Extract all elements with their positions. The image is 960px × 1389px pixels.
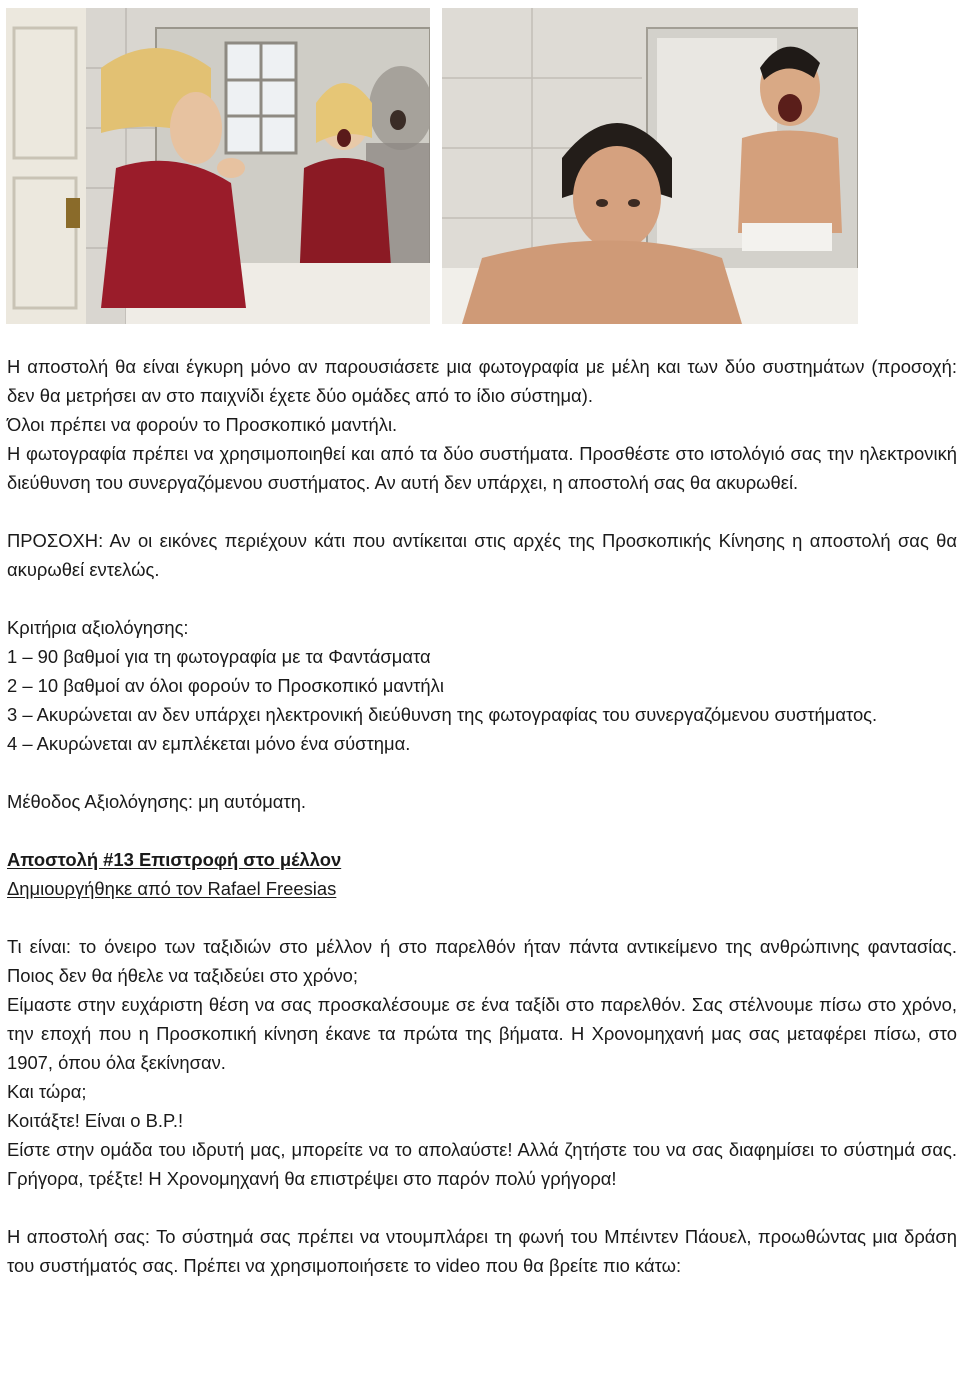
spacer [7,903,957,932]
criteria-item: 1 – 90 βαθμοί για τη φωτογραφία με τα Φαντάσματα [7,646,431,667]
spacer [7,1193,957,1222]
and-now-line: Και τώρα; [7,1081,87,1102]
spacer [7,758,957,787]
look-line: Κοιτάξτε! Είναι ο B.P.! [7,1110,184,1131]
spacer [7,497,957,526]
photo-strip [6,8,958,324]
scarf-paragraph: Όλοι πρέπει να φορούν το Προσκοπικό μαντήλι. [7,414,398,435]
validity-paragraph: Η αποστολή θα είναι έγκυρη μόνο αν παρουσιάσετε μια φωτογραφία με μέλη και των δύο συστημάτων (προσοχή: δεν θα μετρήσει αν στο παιχνίδι έχετε δύο ομάδες από το ίδιο σύστημα). [7,356,957,406]
spacer [7,816,957,845]
man-mirror-scream-photo [442,8,858,324]
your-mission-paragraph: Η αποστολή σας: Το σύστημά σας πρέπει να ντουμπλάρει τη φωνή του Μπέιντεν Πάουελ, προωθώντας μια δράση του συστήματός σας. Πρέπει να χρησιμοποιήσετε το video που θα βρείτε πιο κάτω: [7,1226,957,1276]
spacer [7,584,957,613]
woman-mirror-ghost-photo [6,8,430,324]
criteria-title: Κριτήρια αξιολόγησης: [7,617,189,638]
mission-author: Δημιουργήθηκε από τον Rafael Freesias [7,878,337,899]
warning-paragraph: ΠΡΟΣΟΧΗ: Αν οι εικόνες περιέχουν κάτι που αντίκειται στις αρχές της Προσκοπικής Κίνησης η αποστολή σας θα ακυρωθεί εντελώς. [7,530,957,580]
criteria-item: 2 – 10 βαθμοί αν όλοι φορούν το Προσκοπικό μαντήλι [7,675,444,696]
mission-title: Αποστολή #13 Επιστροφή στο μέλλον [7,849,342,870]
evaluation-method: Μέθοδος Αξιολόγησης: μη αυτόματη. [7,791,307,812]
what-is-paragraph: Τι είναι: το όνειρο των ταξιδιών στο μέλλον ή στο παρελθόν ήταν πάντα αντικείμενο της ανθρώπινης φαντασίας. Ποιος δεν θα ήθελε να ταξιδεύει στο χρόνο; [7,936,957,986]
founder-paragraph: Είστε στην ομάδα του ιδρυτή μας, μπορείτε να το απολαύστε! Αλλά ζητήστε του να σας διαφημίσει το σύστημά σας. Γρήγορα, τρέξτε! Η Χρονομηχανή θα επιστρέψει στο παρόν πολύ γρήγορα! [7,1139,957,1189]
document-body [7,352,957,1280]
criteria-item: 3 – Ακυρώνεται αν δεν υπάρχει ηλεκτρονική διεύθυνση της φωτογραφίας του συνεργαζόμενου συστήματος. [7,704,878,725]
photo-usage-paragraph: Η φωτογραφία πρέπει να χρησιμοποιηθεί και από τα δύο συστήματα. Προσθέστε στο ιστολόγιό σας την ηλεκτρονική διεύθυνση του συνεργαζόμενου συστήματος. Αν αυτή δεν υπάρχει, η αποστολή σας θα ακυρωθεί. [7,443,957,493]
invitation-paragraph: Είμαστε στην ευχάριστη θέση να σας προσκαλέσουμε σε ένα ταξίδι στο παρελθόν. Σας στέλνουμε πίσω στο χρόνο, την εποχή που η Προσκοπική κίνηση έκανε τα πρώτα της βήματα. Η Χρονομηχανή μας σας μεταφέρει πίσω, στο 1907, όπου όλα ξεκίνησαν. [7,994,957,1073]
criteria-item: 4 – Ακυρώνεται αν εμπλέκεται μόνο ένα σύστημα. [7,733,411,754]
